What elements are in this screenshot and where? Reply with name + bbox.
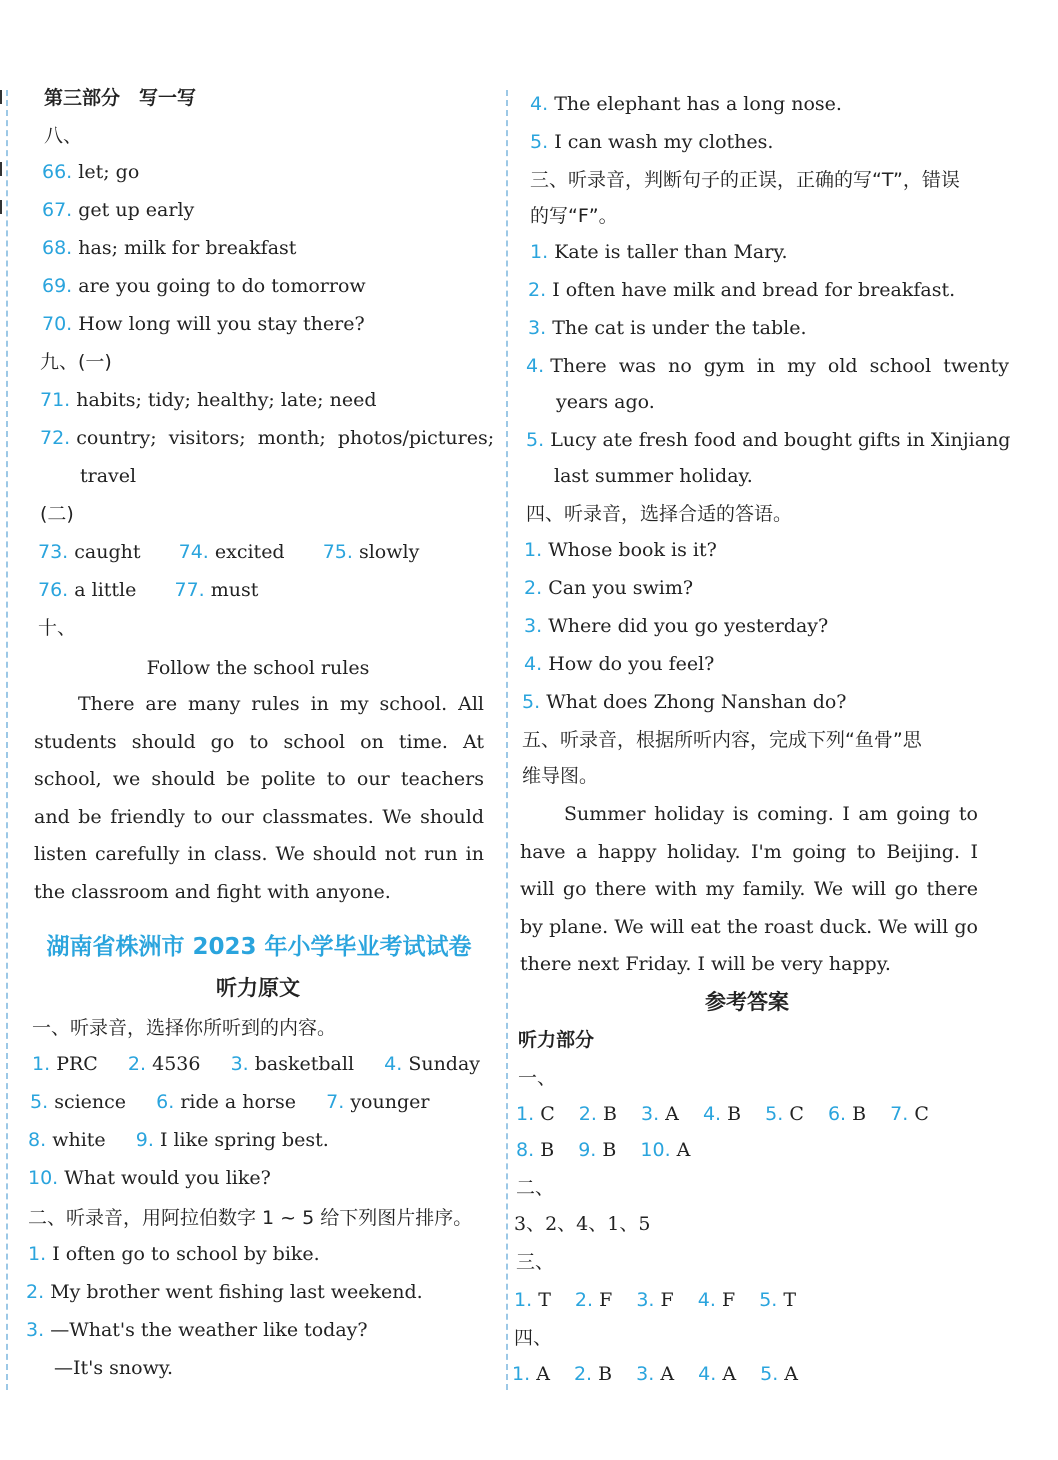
item-text: I like spring best. — [159, 1129, 329, 1151]
item-number: 5. — [530, 131, 549, 153]
script-s4-item-3 — [524, 614, 978, 638]
item-text: basketball — [254, 1053, 355, 1075]
section-1-title: 一、听录音，选择你所听到的内容。 — [32, 1017, 337, 1039]
item-number: 6. — [156, 1091, 175, 1113]
item-text: C — [914, 1103, 929, 1125]
script-s4-item-5 — [522, 690, 978, 714]
item-text: has; milk for breakfast — [78, 237, 297, 259]
item-text: F — [721, 1289, 736, 1311]
script-s2-item-4 — [530, 92, 978, 116]
item-text: What would you like? — [64, 1167, 271, 1189]
script-s2-item-2 — [26, 1280, 484, 1304]
script-s3-item-2 — [528, 278, 978, 302]
answer-67 — [42, 198, 484, 222]
item-number: 77. — [174, 579, 205, 601]
item-number: 5. — [526, 429, 545, 451]
item-number: 66. — [42, 161, 73, 183]
script-row-1 — [32, 1052, 484, 1076]
section-5-title: 五、听录音，根据所听内容，完成下列“鱼骨”思 — [522, 729, 922, 751]
item-number: 3. — [26, 1319, 45, 1341]
section-4-title: 四、听录音，选择合适的答语。 — [526, 503, 793, 525]
item-text: get up early — [78, 199, 195, 221]
answer-section-2-value: 3、2、4、1、5 — [514, 1213, 651, 1235]
answers-76-77 — [38, 578, 484, 602]
item-text: A — [536, 1363, 550, 1385]
item-text: There was no gym in my old school twenty — [550, 355, 1009, 377]
item-text: science — [54, 1091, 127, 1113]
answers-73-75 — [38, 540, 484, 564]
item-text: The elephant has a long nose. — [554, 93, 842, 115]
section-8-label: 八、 — [44, 125, 83, 147]
item-number: 2. — [574, 1289, 594, 1311]
item-text: country; visitors; month; photos/pictures; — [76, 427, 495, 449]
section-5-passage: Summer holiday is coming. I am going to have a happy holiday. I'm going to Beijing. I will go there with my family. We will go there by plane. We will eat the roast duck. We will go there next Friday. I will be very happy. — [520, 803, 978, 975]
item-text: excited — [214, 541, 285, 563]
item-number: 68. — [42, 237, 73, 259]
answer-section-4-label: 四、 — [514, 1327, 553, 1349]
item-number: 2. — [573, 1363, 593, 1385]
item-text: habits; tidy; healthy; late; need — [76, 389, 377, 411]
item-number: 4. — [698, 1363, 717, 1385]
exam-title: 湖南省株洲市 2023 年小学毕业考试试卷 — [46, 934, 472, 960]
listening-script-title: 听力原文 — [216, 976, 300, 1000]
item-number: 8. — [516, 1139, 535, 1161]
item-number: 2. — [578, 1103, 597, 1125]
item-text: C — [789, 1103, 804, 1125]
script-s3-item-4-continued: years ago. — [556, 391, 655, 413]
item-text: younger — [350, 1091, 430, 1113]
answer-70 — [42, 312, 484, 336]
item-number: 4. — [702, 1103, 722, 1125]
item-text: How do you feel? — [548, 653, 715, 675]
item-number: 1. — [514, 1289, 533, 1311]
item-text: I often go to school by bike. — [52, 1243, 320, 1265]
script-row-3 — [28, 1128, 484, 1152]
item-number: 3. — [524, 615, 543, 637]
item-text: Sunday — [408, 1053, 481, 1075]
item-text: B — [602, 1103, 617, 1125]
answer-71 — [40, 388, 484, 412]
item-text: —What's the weather like today? — [50, 1319, 368, 1341]
item-number: 2. — [524, 577, 543, 599]
item-number: 4. — [697, 1289, 716, 1311]
answer-section-1-row-1 — [516, 1102, 978, 1126]
item-number: 2. — [528, 279, 547, 301]
item-number: 3. — [636, 1289, 655, 1311]
answer-section-3-row — [514, 1288, 978, 1312]
item-text: are you going to do tomorrow — [78, 275, 366, 297]
script-s2-item-1 — [28, 1242, 484, 1266]
item-text: Lucy ate fresh food and bought gifts in Xinjiang — [550, 429, 1011, 451]
answer-section-2-label: 二、 — [516, 1177, 555, 1199]
edge-mark — [0, 162, 2, 176]
item-number: 4. — [524, 653, 543, 675]
answer-69 — [42, 274, 484, 298]
item-text: A — [784, 1363, 799, 1385]
item-number: 72. — [40, 427, 71, 449]
item-number: 69. — [42, 275, 73, 297]
item-text: A — [676, 1139, 691, 1161]
item-number: 8. — [28, 1129, 47, 1151]
item-number: 10. — [640, 1139, 671, 1161]
section-2-title: 二、听录音，用阿拉伯数字 1 ~ 5 给下列图片排序。 — [28, 1207, 473, 1229]
script-s4-item-2 — [524, 576, 978, 600]
item-number: 71. — [40, 389, 71, 411]
script-s3-item-5 — [526, 428, 1011, 452]
item-number: 1. — [32, 1053, 51, 1075]
item-text: Can you swim? — [548, 577, 694, 599]
script-s4-item-4 — [524, 652, 978, 676]
item-number: 3. — [230, 1053, 249, 1075]
item-text: T — [783, 1289, 797, 1311]
section-5-title-continued: 维导图。 — [522, 765, 599, 787]
item-number: 70. — [42, 313, 73, 335]
script-s4-item-1 — [524, 538, 978, 562]
edge-mark — [0, 90, 2, 104]
item-number: 9. — [135, 1129, 154, 1151]
answer-section-1-row-2 — [516, 1138, 978, 1162]
item-text: I often have milk and bread for breakfast. — [552, 279, 956, 301]
item-number: 7. — [326, 1091, 345, 1113]
item-number: 10. — [28, 1167, 59, 1189]
item-text: T — [538, 1289, 551, 1311]
item-text: F — [660, 1289, 674, 1311]
answer-66 — [42, 160, 484, 184]
item-number: 73. — [38, 541, 69, 563]
script-s2-item-3-reply: —It's snowy. — [54, 1357, 174, 1379]
item-text: How long will you stay there? — [78, 313, 365, 335]
section-10-label: 十、 — [38, 617, 77, 639]
item-number: 1. — [524, 539, 543, 561]
item-text: B — [602, 1139, 617, 1161]
script-row-4 — [28, 1166, 484, 1190]
item-text: My brother went fishing last weekend. — [50, 1281, 423, 1303]
script-s2-item-5 — [530, 130, 978, 154]
item-text: B — [727, 1103, 742, 1125]
item-number: 4. — [384, 1053, 403, 1075]
part3-title: 第三部分 写一写 — [44, 87, 197, 109]
item-number: 5. — [522, 691, 541, 713]
item-number: 76. — [38, 579, 69, 601]
script-s3-item-5-continued: last summer holiday. — [554, 465, 753, 487]
listening-part-label: 听力部分 — [518, 1029, 595, 1051]
item-number: 5. — [765, 1103, 784, 1125]
item-number: 5. — [760, 1363, 779, 1385]
item-text: What does Zhong Nanshan do? — [546, 691, 847, 713]
item-number: 5. — [759, 1289, 778, 1311]
answer-72-continued: travel — [80, 465, 137, 487]
item-text: must — [210, 579, 259, 601]
section-9-part1-label: 九、(一) — [40, 351, 112, 373]
item-text: 4536 — [152, 1053, 201, 1075]
section-3-title: 三、听录音，判断句子的正误，正确的写“T”，错误 — [530, 169, 960, 191]
item-text: I can wash my clothes. — [554, 131, 774, 153]
column-divider — [506, 90, 508, 1390]
item-number: 7. — [890, 1103, 909, 1125]
item-number: 9. — [578, 1139, 597, 1161]
item-text: A — [722, 1363, 737, 1385]
essay-title: Follow the school rules — [146, 657, 370, 679]
item-number: 2. — [26, 1281, 45, 1303]
item-text: C — [540, 1103, 555, 1125]
item-text: B — [540, 1139, 555, 1161]
item-number: 3. — [528, 317, 547, 339]
item-number: 1. — [516, 1103, 535, 1125]
item-number: 1. — [512, 1363, 531, 1385]
item-number: 6. — [827, 1103, 847, 1125]
item-text: B — [852, 1103, 867, 1125]
item-number: 4. — [526, 355, 545, 377]
answer-68 — [42, 236, 484, 260]
script-s2-item-3 — [26, 1318, 484, 1342]
answer-section-4-row — [512, 1362, 978, 1386]
item-number: 1. — [28, 1243, 47, 1265]
answer-72 — [40, 426, 495, 450]
section-3-title-continued: 的写“F”。 — [530, 205, 618, 227]
item-text: A — [665, 1103, 679, 1125]
item-number: 1. — [530, 241, 549, 263]
item-number: 75. — [322, 541, 353, 563]
item-number: 4. — [530, 93, 549, 115]
item-text: slowly — [358, 541, 420, 563]
answer-key-title: 参考答案 — [705, 990, 789, 1014]
item-text: A — [660, 1363, 675, 1385]
item-text: Kate is taller than Mary. — [554, 241, 788, 263]
edge-mark — [0, 200, 2, 214]
item-text: white — [52, 1129, 106, 1151]
section-9-part2-label: (二) — [40, 503, 74, 525]
answer-section-1-label: 一、 — [518, 1067, 557, 1089]
essay-body: There are many rules in my school. All students should go to school on time. At school, we should be polite to our teachers and be friendly to our classmates. We should listen carefully in class. We should not run in the classroom and fight with anyone. — [34, 693, 484, 903]
item-number: 74. — [178, 541, 209, 563]
item-text: a little — [74, 579, 137, 601]
item-text: F — [599, 1289, 613, 1311]
item-text: caught — [74, 541, 141, 563]
item-number: 2. — [127, 1053, 147, 1075]
answer-section-3-label: 三、 — [516, 1251, 555, 1273]
script-s3-item-4 — [526, 354, 1009, 378]
script-s3-item-1 — [530, 240, 978, 264]
left-margin-guide — [6, 90, 8, 1390]
item-text: ride a horse — [180, 1091, 297, 1113]
item-text: B — [598, 1363, 613, 1385]
item-text: Whose book is it? — [548, 539, 717, 561]
item-text: Where did you go yesterday? — [548, 615, 829, 637]
script-s3-item-3 — [528, 316, 978, 340]
item-number: 3. — [636, 1363, 655, 1385]
item-number: 3. — [640, 1103, 660, 1125]
item-text: let; go — [78, 161, 140, 183]
item-text: PRC — [56, 1053, 98, 1075]
item-number: 5. — [30, 1091, 49, 1113]
item-text: The cat is under the table. — [552, 317, 807, 339]
script-row-2 — [30, 1090, 484, 1114]
item-number: 67. — [42, 199, 73, 221]
